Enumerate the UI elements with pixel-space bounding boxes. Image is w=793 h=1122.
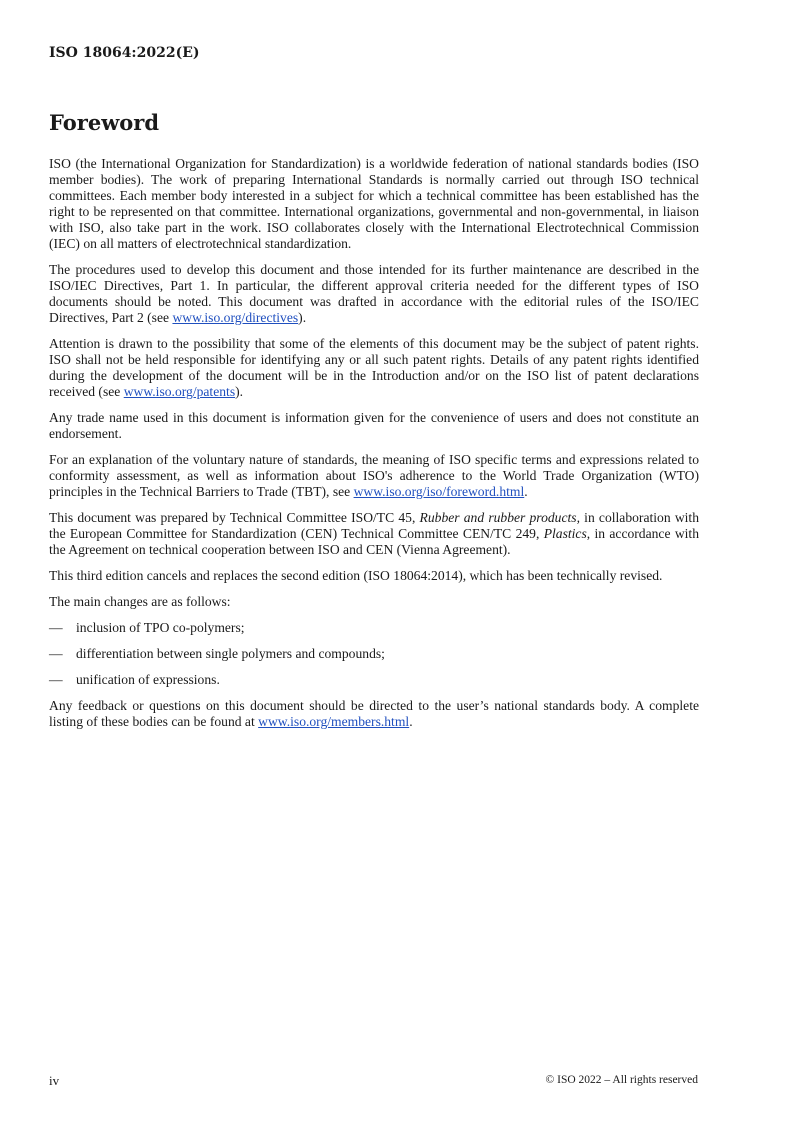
paragraph-trade-name: Any trade name used in this document is information given for the convenience of users and does not constitute an endorsement. [49,410,699,441]
committee-title-rubber: Rubber and rubber products, [419,510,580,525]
committee-title-plastics: Plastics [543,526,587,541]
changes-list [49,620,699,688]
paragraph-prepared-by [49,510,699,558]
patents-link[interactable]: www.iso.org/patents [123,384,236,399]
members-link[interactable]: www.iso.org/members.html [258,714,410,729]
paragraph-main-changes: The main changes are as follows: [49,594,231,609]
paragraph-text: . [524,484,528,499]
paragraph-edition: This third edition cancels and replaces the second edition (ISO 18064:2014), which has been technically revised. [49,568,663,583]
list-item [49,646,699,662]
paragraph-text: ). [298,310,307,325]
paragraph-procedures [49,262,699,326]
paragraph-text: ). [235,384,244,399]
em-dash-bullet: — [49,646,63,661]
em-dash-bullet: — [49,620,63,635]
paragraph-text: in collaboration with the European Committee for Standardization (CEN) Technical Committee CEN/TC 249, [49,510,699,541]
list-item-text: inclusion of TPO co-polymers; [76,620,245,635]
paragraph-text: The procedures used to develop this document and those intended for its further maintenance are described in the ISO/IEC Directives, Part 1. In particular, the different approval criteria needed for the different types of ISO documents should be noted. This document was drafted in accordance with the editorial rules of the ISO/IEC Directives, Part 2 (see [49,262,699,325]
paragraph-text: Attention is drawn to the possibility that some of the elements of this document may be the subject of patent rights. ISO shall not be held responsible for identifying any or all such patent rights. Details of any patent rights identified during the development of the document will be in the Introduction and/or on the ISO list of patent declarations received (see [49,336,699,399]
paragraph-text: . [409,714,413,729]
em-dash-bullet: — [49,672,63,687]
document-id-header: ISO 18064:2022(E) [49,45,200,61]
paragraph-text: Any feedback or questions on this document should be directed to the user’s national standards body. A complete listing of these bodies can be found at [49,698,699,729]
paragraph-feedback [49,698,699,730]
page-title: Foreword [49,110,160,135]
paragraph-voluntary-nature [49,452,699,500]
paragraph-text: , in accordance with the Agreement on technical cooperation between ISO and CEN (Vienna Agreement). [49,526,699,557]
foreword-body [49,156,699,740]
foreword-link[interactable]: www.iso.org/iso/foreword.html [353,484,525,499]
copyright-notice: © ISO 2022 – All rights reserved [545,1074,698,1086]
page-number: iv [49,1073,60,1088]
directives-link[interactable]: www.iso.org/directives [172,310,299,325]
list-item-text: unification of expressions. [76,672,220,687]
paragraph-text: This document was prepared by Technical Committee ISO/TC 45, [49,510,420,525]
list-item [49,672,699,688]
list-item-text: differentiation between single polymers and compounds; [76,646,385,661]
paragraph-iso-intro: ISO (the International Organization for Standardization) is a worldwide federation of national standards bodies (ISO member bodies). The work of preparing International Standards is normally carried out through ISO technical committees. Each member body interested in a subject for which a technical committee has been established has the right to be represented on that committee. International organizations, governmental and non-governmental, in liaison with ISO, also take part in the work. ISO collaborates closely with the International Electrotechnical Commission (IEC) on all matters of electrotechnical standardization. [49,156,699,251]
list-item [49,620,699,636]
paragraph-patents [49,336,699,400]
paragraph-text: For an explanation of the voluntary nature of standards, the meaning of ISO specific terms and expressions related to conformity assessment, as well as information about ISO's adherence to the World Trade Organization (WTO) principles in the Technical Barriers to Trade (TBT), see [49,452,699,499]
